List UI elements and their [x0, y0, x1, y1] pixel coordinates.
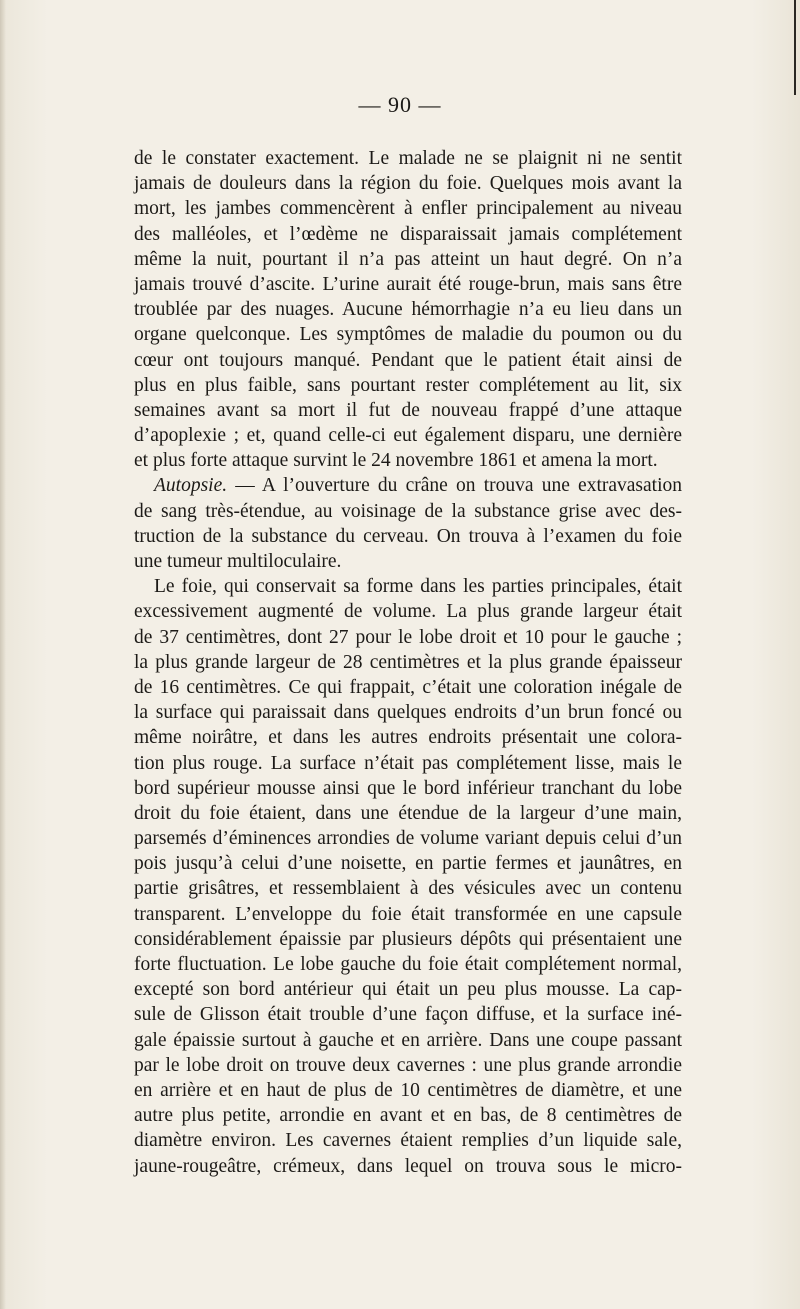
text-line: considérablement épaissie par plusieurs dépôts qui présentaient une: [134, 928, 682, 950]
body-text: [134, 146, 682, 1179]
text-line: troublée par des nuages. Aucune hémorrhagie n’a eu lieu dans un: [134, 299, 682, 321]
text-line: transparent. L’enveloppe du foie était transformée en une capsule: [134, 903, 682, 925]
text-line: Le foie, qui conservait sa forme dans les parties principales, était: [154, 576, 682, 598]
text-line: forte fluctuation. Le lobe gauche du foie était complétement normal,: [134, 954, 682, 975]
text-line: pois jusqu’à celui d’une noisette, en partie fermes et jaunâtres, en: [134, 853, 682, 875]
text-line: diamètre environ. Les cavernes étaient remplies d’un liquide sale,: [134, 1130, 682, 1152]
text-line: et plus forte attaque survint le 24 novembre 1861 et amena la mort.: [134, 450, 658, 472]
text-line: de 16 centimètres. Ce qui frappait, c’était une coloration inégale de: [134, 676, 682, 698]
autopsy-paragraph-start: [134, 473, 682, 498]
text-line: même la nuit, pourtant il n’a pas atteint un haut degré. On n’a: [134, 248, 682, 270]
text-line: jamais de douleurs dans la région du foie. Quelques mois avant la: [134, 173, 682, 195]
text-line: bord supérieur mousse ainsi que le bord inférieur tranchant du lobe: [134, 777, 682, 799]
text-line: plus en plus faible, sans pourtant rester complétement au lit, six: [134, 374, 682, 396]
text-line: jamais trouvé d’ascite. L’urine aurait été rouge-brun, mais sans être: [134, 273, 682, 295]
text-line: de sang très-étendue, au voisinage de la substance grise avec des-: [134, 500, 682, 522]
text-line: truction de la substance du cerveau. On trouva à l’examen du foie: [134, 525, 682, 547]
text-line: même noirâtre, et dans les autres endroits présentait une colora-: [134, 727, 682, 749]
text-line: organe quelconque. Les symptômes de maladie du poumon ou du: [134, 324, 682, 346]
text-line: gale épaissie surtout à gauche et en arrière. Dans une coupe passant: [134, 1029, 682, 1051]
text-line: la surface qui paraissait dans quelques endroits d’un brun foncé ou: [134, 702, 682, 724]
text-line: semaines avant sa mort il fut de nouveau frappé d’une attaque: [134, 399, 682, 421]
page-number: — 90 —: [358, 92, 442, 117]
text-line: autre plus petite, arrondie en avant et en bas, de 8 centimètres de: [134, 1105, 682, 1127]
text-line: parsemés d’éminences arrondies de volume variant depuis celui d’un: [134, 828, 682, 850]
text-line: cœur ont toujours manqué. Pendant que le patient était ainsi de: [134, 349, 682, 371]
text-line: de le constater exactement. Le malade ne se plaignit ni ne sentit: [134, 148, 682, 169]
text-line: jaune-rougeâtre, crémeux, dans lequel on trouva sous le micro-: [134, 1155, 682, 1177]
text-line: sule de Glisson était trouble d’une façon diffuse, et la surface iné-: [134, 1004, 682, 1026]
text-line: une tumeur multiloculaire.: [134, 551, 342, 572]
text-line: partie grisâtres, et ressemblaient à des vésicules avec un contenu: [134, 878, 682, 900]
text-line: la plus grande largeur de 28 centimètres et la plus grande épaisseur: [134, 651, 682, 673]
text-line: par le lobe droit on trouve deux cavernes : une plus grande arrondie: [134, 1054, 682, 1076]
text-line: des malléoles, et l’œdème ne disparaissait jamais complétement: [134, 223, 682, 245]
text-line: tion plus rouge. La surface n’était pas complétement lisse, mais le: [134, 752, 682, 774]
text-line: excepté son bord antérieur qui était un peu plus mousse. La cap-: [134, 979, 682, 1001]
page-edge-line: [794, 0, 796, 95]
text-line: de 37 centimètres, dont 27 pour le lobe droit et 10 pour le gauche ;: [134, 626, 682, 648]
autopsy-text: — A l’ouverture du crâne on trouva une extravasation: [227, 475, 682, 497]
text-line: mort, les jambes commencèrent à enfler principalement au niveau: [134, 198, 682, 220]
text-line: droit du foie étaient, dans une étendue de la largeur d’une main,: [134, 802, 682, 824]
text-line: en arrière et en haut de plus de 10 centimètres de diamètre, et une: [134, 1079, 682, 1101]
autopsy-label: Autopsie.: [154, 475, 228, 497]
page-binding-shadow: [0, 0, 6, 1309]
text-line: d’apoplexie ; et, quand celle-ci eut également disparu, une dernière: [134, 425, 682, 447]
text-line: excessivement augmenté de volume. La plus grande largeur était: [134, 601, 682, 623]
